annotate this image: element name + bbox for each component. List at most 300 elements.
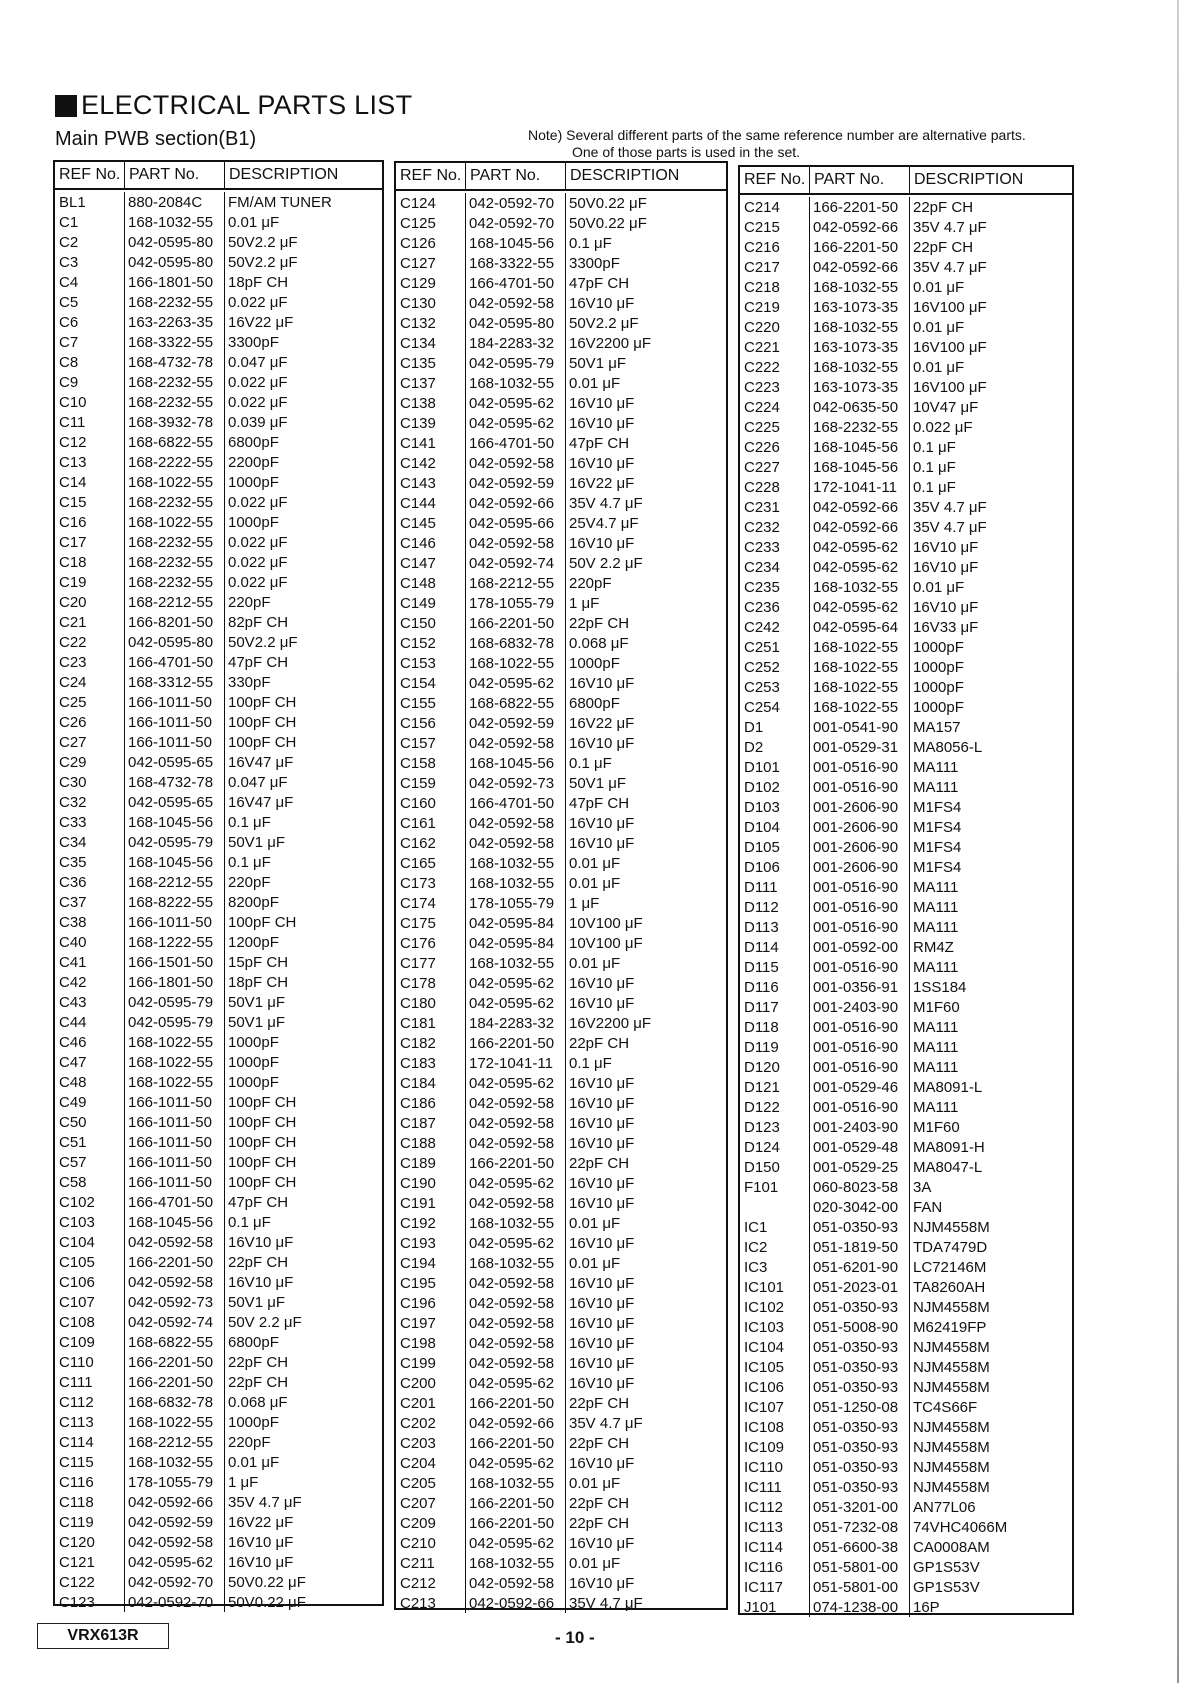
description-cell: 50V1 μF [228, 1013, 286, 1031]
description-cell: 50V0.22 μF [228, 1593, 306, 1611]
table-row [740, 837, 1072, 857]
table-row [396, 1093, 726, 1113]
description-cell: AN77L06 [913, 1498, 976, 1516]
description-cell: 100pF CH [228, 733, 297, 751]
description-cell: 1000pF [569, 654, 620, 672]
description-cell: 0.1 μF [913, 438, 956, 456]
part-number-cell: 001-2606-90 [810, 857, 910, 877]
ref-cell: C200 [396, 1373, 466, 1393]
table-row [55, 1372, 382, 1392]
ref-cell: C234 [740, 557, 810, 577]
description-cell: 16V10 μF [569, 1334, 635, 1352]
ref-cell [740, 1197, 810, 1217]
description-cell: 16V2200 μF [569, 1014, 652, 1032]
ref-cell: C58 [55, 1172, 125, 1192]
table-row [55, 1472, 382, 1492]
part-number-cell: 001-0516-90 [810, 757, 910, 777]
ref-cell: C181 [396, 1013, 466, 1033]
part-number-cell: 051-6201-90 [810, 1257, 910, 1277]
description-cell: 3A [913, 1178, 932, 1196]
ref-cell: BL1 [55, 192, 125, 212]
table-row [396, 633, 726, 653]
table-row [396, 1433, 726, 1453]
ref-cell: C189 [396, 1153, 466, 1173]
ref-cell: C33 [55, 812, 125, 832]
table-row [740, 1017, 1072, 1037]
part-number-cell: 166-2201-50 [466, 1393, 566, 1413]
part-number-cell: 042-0592-58 [466, 1093, 566, 1113]
table-row [396, 1273, 726, 1293]
section-title: Main PWB section(B1) [55, 128, 257, 150]
part-number-cell: 042-0595-62 [810, 557, 910, 577]
table-row [55, 832, 382, 852]
description-cell: MA111 [913, 758, 959, 776]
table-row [55, 732, 382, 752]
ref-cell: C9 [55, 372, 125, 392]
part-number-cell: 042-0592-58 [125, 1232, 225, 1252]
table-row [740, 537, 1072, 557]
table-row [396, 993, 726, 1013]
part-number-cell: 168-1022-55 [810, 637, 910, 657]
part-number-cell: 168-1032-55 [466, 373, 566, 393]
table-row [740, 617, 1072, 637]
description-cell: 0.1 μF [569, 1054, 612, 1072]
part-number-cell: 042-0595-62 [466, 1533, 566, 1553]
description-cell: 3300pF [569, 254, 620, 272]
ref-cell: D116 [740, 977, 810, 997]
description-cell: 0.022 μF [228, 573, 288, 591]
ref-cell: D122 [740, 1097, 810, 1117]
description-cell: 50V1 μF [228, 1293, 286, 1311]
ref-cell: C123 [55, 1592, 125, 1612]
description-cell: 22pF CH [569, 1034, 630, 1052]
table-row [55, 812, 382, 832]
part-number-cell: 168-1022-55 [810, 677, 910, 697]
description-cell: 22pF CH [913, 198, 974, 216]
table-row [55, 1412, 382, 1432]
part-number-cell: 880-2084C [125, 192, 225, 212]
part-number-cell: 166-2201-50 [466, 1493, 566, 1513]
description-cell: GP1S53V [913, 1558, 980, 1576]
part-number-cell: 168-2232-55 [125, 292, 225, 312]
description-cell: 100pF CH [228, 1113, 297, 1131]
description-cell: 50V 2.2 μF [228, 1313, 302, 1331]
ref-cell: C50 [55, 1112, 125, 1132]
part-number-cell: 042-0592-58 [466, 1573, 566, 1593]
description-cell: RM4Z [913, 938, 954, 956]
description-cell: 16V10 μF [569, 1134, 635, 1152]
ref-cell: D104 [740, 817, 810, 837]
part-number-cell: 168-1045-56 [810, 437, 910, 457]
part-number-cell: 178-1055-79 [125, 1472, 225, 1492]
description-cell: MA8091-H [913, 1138, 985, 1156]
description-cell: MA111 [913, 918, 959, 936]
part-number-cell: 166-2201-50 [466, 613, 566, 633]
description-cell: 0.01 μF [569, 1254, 621, 1272]
ref-cell: C125 [396, 213, 466, 233]
header-part: PART No. [810, 167, 910, 193]
part-number-cell: 166-1011-50 [125, 1152, 225, 1172]
table-row [396, 1253, 726, 1273]
part-number-cell: 042-0592-66 [466, 493, 566, 513]
description-cell: 35V 4.7 μF [913, 498, 987, 516]
description-cell: 0.01 μF [228, 1453, 280, 1471]
ref-cell: C36 [55, 872, 125, 892]
ref-cell: IC104 [740, 1337, 810, 1357]
table-row [396, 513, 726, 533]
ref-cell: C120 [55, 1532, 125, 1552]
part-number-cell: 051-1819-50 [810, 1237, 910, 1257]
description-cell: 35V 4.7 μF [913, 518, 987, 536]
description-cell: 16V47 μF [228, 753, 294, 771]
ref-cell: F101 [740, 1177, 810, 1197]
description-cell: TDA7479D [913, 1238, 988, 1256]
table-row [55, 1312, 382, 1332]
description-cell: 10V100 μF [569, 934, 643, 952]
part-number-cell: 042-0592-59 [125, 1512, 225, 1532]
table-row [55, 1452, 382, 1472]
table-row [396, 333, 726, 353]
table-row [740, 977, 1072, 997]
description-cell: 0.068 μF [569, 634, 629, 652]
table-row [740, 1137, 1072, 1157]
description-cell: 0.01 μF [569, 954, 621, 972]
description-cell: 35V 4.7 μF [228, 1493, 302, 1511]
description-cell: LC72146M [913, 1258, 987, 1276]
description-cell: 0.01 μF [569, 374, 621, 392]
part-number-cell: 168-1022-55 [125, 1412, 225, 1432]
ref-cell: C236 [740, 597, 810, 617]
part-number-cell: 042-0592-70 [125, 1592, 225, 1612]
table-row [396, 1333, 726, 1353]
description-cell: 16V10 μF [228, 1553, 294, 1571]
table-row [740, 357, 1072, 377]
table-row [740, 577, 1072, 597]
description-cell: 220pF [569, 574, 612, 592]
part-number-cell: 042-0595-62 [466, 393, 566, 413]
description-cell: 18pF CH [228, 273, 289, 291]
part-number-cell: 172-1041-11 [810, 477, 910, 497]
description-cell: 16V22 μF [228, 313, 294, 331]
table-row [396, 1593, 726, 1613]
description-cell: 16V10 μF [569, 294, 635, 312]
ref-cell: C113 [55, 1412, 125, 1432]
part-number-cell: 166-2201-50 [466, 1153, 566, 1173]
table-row [55, 352, 382, 372]
table-row [740, 1337, 1072, 1357]
part-number-cell: 001-2606-90 [810, 797, 910, 817]
table-row [740, 917, 1072, 937]
table-row [740, 237, 1072, 257]
description-cell: 47pF CH [569, 794, 630, 812]
description-cell: MA8091-L [913, 1078, 983, 1096]
table-row [740, 877, 1072, 897]
ref-cell: C23 [55, 652, 125, 672]
description-cell: 100pF CH [228, 1133, 297, 1151]
table-row [740, 637, 1072, 657]
description-cell: 1000pF [228, 1073, 279, 1091]
ref-cell: D120 [740, 1057, 810, 1077]
table-row [55, 632, 382, 652]
table-row [55, 1052, 382, 1072]
table-row [396, 1453, 726, 1473]
ref-cell: J101 [740, 1597, 810, 1617]
note-line-2: One of those parts is used in the set. [572, 144, 801, 160]
ref-cell: C223 [740, 377, 810, 397]
table-row [740, 1557, 1072, 1577]
description-cell: 100pF CH [228, 1093, 297, 1111]
table-row [396, 1313, 726, 1333]
part-number-cell: 042-0595-65 [125, 792, 225, 812]
table-row [396, 533, 726, 553]
description-cell: 16V10 μF [569, 734, 635, 752]
ref-cell: D123 [740, 1117, 810, 1137]
description-cell: 16V22 μF [228, 1513, 294, 1531]
description-cell: 16V10 μF [569, 1274, 635, 1292]
ref-cell: C34 [55, 832, 125, 852]
description-cell: 1 μF [569, 594, 600, 612]
ref-cell: C222 [740, 357, 810, 377]
part-number-cell: 163-1073-35 [810, 297, 910, 317]
description-cell: M1FS4 [913, 838, 962, 856]
description-cell: 16V10 μF [228, 1533, 294, 1551]
part-number-cell: 166-2201-50 [125, 1352, 225, 1372]
ref-cell: C187 [396, 1113, 466, 1133]
ref-cell: C11 [55, 412, 125, 432]
part-number-cell: 042-0595-62 [466, 1073, 566, 1093]
ref-cell: C32 [55, 792, 125, 812]
table-row [740, 1357, 1072, 1377]
description-cell: 16V10 μF [569, 814, 635, 832]
description-cell: 0.022 μF [228, 553, 288, 571]
description-cell: MA111 [913, 1038, 959, 1056]
ref-cell: C157 [396, 733, 466, 753]
ref-cell: C177 [396, 953, 466, 973]
description-cell: 16V10 μF [569, 414, 635, 432]
table-row [740, 497, 1072, 517]
ref-cell: C224 [740, 397, 810, 417]
description-cell: M1FS4 [913, 858, 962, 876]
ref-cell: C115 [55, 1452, 125, 1472]
table-row [740, 1057, 1072, 1077]
ref-cell: C138 [396, 393, 466, 413]
description-cell: 22pF CH [228, 1353, 289, 1371]
ref-cell: C217 [740, 257, 810, 277]
table-row [55, 612, 382, 632]
part-number-cell: 001-0516-90 [810, 1057, 910, 1077]
description-cell: 0.039 μF [228, 413, 288, 431]
table-row [55, 872, 382, 892]
table-row [396, 1053, 726, 1073]
part-number-cell: 042-0595-80 [125, 232, 225, 252]
description-cell: MA111 [913, 1018, 959, 1036]
description-cell: 16V2200 μF [569, 334, 652, 352]
part-number-cell: 168-6822-55 [125, 1332, 225, 1352]
part-number-cell: 168-1022-55 [466, 653, 566, 673]
description-cell: FAN [913, 1198, 943, 1216]
description-cell: M1F60 [913, 998, 960, 1016]
part-number-cell: 042-0592-58 [125, 1272, 225, 1292]
description-cell: 50V0.22 μF [569, 214, 647, 232]
part-number-cell: 168-2232-55 [125, 532, 225, 552]
description-cell: 220pF [228, 873, 271, 891]
table-row [396, 673, 726, 693]
ref-cell: IC109 [740, 1437, 810, 1457]
ref-cell: C42 [55, 972, 125, 992]
table-row [55, 692, 382, 712]
table-row [396, 733, 726, 753]
table-row [55, 1192, 382, 1212]
ref-cell: C8 [55, 352, 125, 372]
table-row [396, 1493, 726, 1513]
ref-cell: D121 [740, 1077, 810, 1097]
table-row [740, 1317, 1072, 1337]
description-cell: M62419FP [913, 1318, 987, 1336]
ref-cell: C148 [396, 573, 466, 593]
table-row [396, 353, 726, 373]
table-row [396, 953, 726, 973]
part-number-cell: 168-2232-55 [125, 372, 225, 392]
table-row [396, 693, 726, 713]
description-cell: 0.047 μF [228, 353, 288, 371]
description-cell: 0.1 μF [913, 478, 956, 496]
ref-cell: IC105 [740, 1357, 810, 1377]
part-number-cell: 042-0592-66 [466, 1413, 566, 1433]
part-number-cell: 168-6822-55 [466, 693, 566, 713]
description-cell: 3300pF [228, 333, 279, 351]
description-cell: MA111 [913, 1098, 959, 1116]
part-number-cell: 001-0516-90 [810, 1037, 910, 1057]
table-row [740, 677, 1072, 697]
description-cell: 10V100 μF [569, 914, 643, 932]
part-number-cell: 001-0516-90 [810, 897, 910, 917]
table-row [396, 1293, 726, 1313]
description-cell: 100pF CH [228, 913, 297, 931]
description-cell: 47pF CH [569, 274, 630, 292]
part-number-cell: 168-2232-55 [125, 572, 225, 592]
table-row [740, 857, 1072, 877]
description-cell: 16V10 μF [569, 1114, 635, 1132]
ref-cell: C150 [396, 613, 466, 633]
part-number-cell: 051-6600-38 [810, 1537, 910, 1557]
ref-cell: C221 [740, 337, 810, 357]
description-cell: 16V10 μF [569, 974, 635, 992]
part-number-cell: 042-0592-70 [466, 213, 566, 233]
ref-cell: D115 [740, 957, 810, 977]
ref-cell: IC107 [740, 1397, 810, 1417]
ref-cell: C106 [55, 1272, 125, 1292]
ref-cell: C205 [396, 1473, 466, 1493]
part-number-cell: 051-2023-01 [810, 1277, 910, 1297]
table-row [55, 332, 382, 352]
part-number-cell: 042-0595-79 [125, 1012, 225, 1032]
table-row [55, 712, 382, 732]
part-number-cell: 042-0595-84 [466, 913, 566, 933]
part-number-cell: 042-0595-79 [125, 832, 225, 852]
table-row [740, 417, 1072, 437]
ref-cell: C134 [396, 333, 466, 353]
part-number-cell: 042-0595-62 [810, 537, 910, 557]
part-number-cell: 168-1045-56 [125, 812, 225, 832]
part-number-cell: 042-0592-58 [466, 533, 566, 553]
part-number-cell: 001-2403-90 [810, 1117, 910, 1137]
table-row [55, 312, 382, 332]
table-header [55, 162, 382, 190]
part-number-cell: 168-2232-55 [125, 392, 225, 412]
header-desc: DESCRIPTION [229, 166, 339, 183]
ref-cell: C194 [396, 1253, 466, 1273]
ref-cell: C152 [396, 633, 466, 653]
ref-cell: C159 [396, 773, 466, 793]
ref-cell: C24 [55, 672, 125, 692]
description-cell: NJM4558M [913, 1298, 990, 1316]
description-cell: 16V10 μF [913, 598, 979, 616]
description-cell: 35V 4.7 μF [913, 258, 987, 276]
part-number-cell: 042-0595-62 [466, 1373, 566, 1393]
ref-cell: C235 [740, 577, 810, 597]
part-number-cell: 168-1032-55 [810, 277, 910, 297]
table-row [55, 892, 382, 912]
table-row [55, 1152, 382, 1172]
description-cell: 18pF CH [228, 973, 289, 991]
part-number-cell: 042-0592-59 [466, 713, 566, 733]
description-cell: NJM4558M [913, 1458, 990, 1476]
table-row [396, 1213, 726, 1233]
description-cell: 50V0.22 μF [228, 1573, 306, 1591]
part-number-cell: 168-1022-55 [810, 657, 910, 677]
table-row [740, 1397, 1072, 1417]
part-number-cell: 168-1045-56 [125, 1212, 225, 1232]
ref-cell: D150 [740, 1157, 810, 1177]
description-cell: 74VHC4066M [913, 1518, 1008, 1536]
table-row [740, 1457, 1072, 1477]
table-row [396, 193, 726, 213]
table-row [55, 1532, 382, 1552]
description-cell: 0.1 μF [228, 853, 271, 871]
ref-cell: C192 [396, 1213, 466, 1233]
table-row [396, 253, 726, 273]
description-cell: 16V10 μF [569, 1374, 635, 1392]
part-number-cell: 166-2201-50 [466, 1513, 566, 1533]
description-cell: 0.1 μF [913, 458, 956, 476]
part-number-cell: 042-0592-58 [125, 1532, 225, 1552]
description-cell: 0.047 μF [228, 773, 288, 791]
table-row [55, 1492, 382, 1512]
table-header [396, 163, 726, 191]
part-number-cell: 042-0592-58 [466, 453, 566, 473]
part-number-cell: 042-0592-59 [466, 473, 566, 493]
ref-cell: C18 [55, 552, 125, 572]
table-row [740, 697, 1072, 717]
ref-cell: C121 [55, 1552, 125, 1572]
part-number-cell: 166-2201-50 [125, 1252, 225, 1272]
table-row [396, 893, 726, 913]
table-row [740, 1157, 1072, 1177]
ref-cell: C142 [396, 453, 466, 473]
description-cell: 16V100 μF [913, 378, 987, 396]
description-cell: TA8260AH [913, 1278, 986, 1296]
ref-cell: C162 [396, 833, 466, 853]
description-cell: 22pF CH [569, 1494, 630, 1512]
ref-cell: C145 [396, 513, 466, 533]
model-label: VRX613R [37, 1623, 169, 1649]
table-row [55, 492, 382, 512]
ref-cell: C127 [396, 253, 466, 273]
part-number-cell: 168-3932-78 [125, 412, 225, 432]
table-row [55, 1212, 382, 1232]
description-cell: 0.01 μF [569, 1474, 621, 1492]
part-number-cell: 166-4701-50 [125, 652, 225, 672]
